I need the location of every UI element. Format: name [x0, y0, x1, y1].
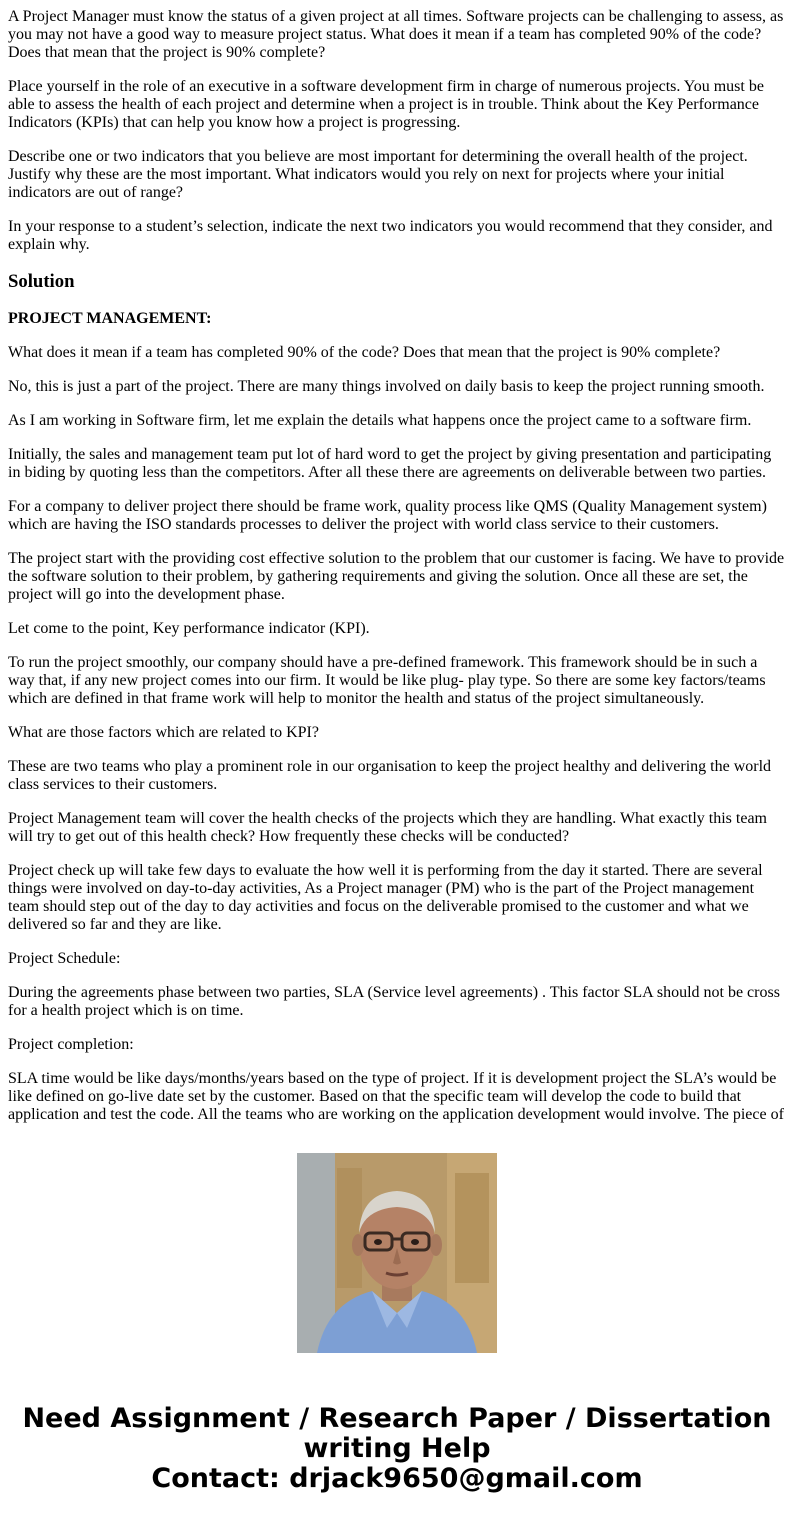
solution-paragraph: To run the project smoothly, our company should have a pre-defined framework. This framework should be in such a way that, if any new project comes into our firm. It would be like plug- play type. So there are some key factors/teams which are defined in that frame work will help to monitor the health and status of the project simultaneously.	[8, 654, 766, 707]
question-paragraph: Place yourself in the role of an executive in a software development firm in charge of numerous projects. You must be able to assess the health of each project and determine when a project is in trouble. Think about the Key Performance Indicators (KPIs) that can help you know how a project is progressing.	[8, 78, 764, 131]
question-paragraph: Describe one or two indicators that you believe are most important for determining the overall health of the project. Justify why these are the most important. What indicators would you rely on next for projects where your initial indicators are out of range?	[8, 148, 748, 201]
question-paragraph: A Project Manager must know the status of a given project at all times. Software projects can be challenging to assess, as you may not have a good way to measure project status. What does it mean if a team has completed 90% of the code? Does that mean that the project is 90% complete?	[8, 8, 784, 61]
article-body	[8, 0, 786, 1123]
solution-paragraph: Project Management team will cover the health checks of the projects which they are handling. What exactly this team will try to get out of this health check? How frequently these checks will be conducted?	[8, 810, 767, 845]
solution-paragraph: Let come to the point, Key performance indicator (KPI).	[8, 620, 370, 637]
solution-paragraph: Project completion:	[8, 1036, 134, 1053]
solution-paragraph: For a company to deliver project there should be frame work, quality process like QMS (Quality Management system) which are having the ISO standards processes to deliver the project with world class service to their customers.	[8, 498, 767, 533]
question-section	[8, 8, 786, 254]
promo-line-2: writing Help	[303, 1433, 491, 1464]
solution-paragraph: Project check up will take few days to evaluate the how well it is performing from the day it started. There are several things were involved on day-to-day activities, As a Project manager (PM) who is the part of the Project management team should step out of the day to day activities and focus on the deliverable promised to the customer and what we delivered so far and they are like.	[8, 862, 763, 933]
solution-paragraph: What does it mean if a team has completed 90% of the code? Does that mean that the project is 90% complete?	[8, 344, 721, 361]
promo-line-1: Need Assignment / Research Paper / Dissertation	[22, 1403, 772, 1434]
solution-paragraph: SLA time would be like days/months/years based on the type of project. If it is development project the SLA’s would be like defined on go-live date set by the customer. Based on that the specific team will develop the code to build that application and test the code. All the teams who are working on the application development would involve. The piece of	[8, 1070, 784, 1123]
question-paragraph: In your response to a student’s selection, indicate the next two indicators you would recommend that they consider, and explain why.	[8, 218, 773, 253]
solution-paragraph: The project start with the providing cost effective solution to the problem that our customer is facing. We have to provide the software solution to their problem, by gathering requirements and giving the solution. Once all these are set, the project will go into the development phase.	[8, 550, 785, 603]
author-avatar	[297, 1153, 497, 1353]
promo-contact: Contact: drjack9650@gmail.com	[151, 1463, 643, 1494]
solution-paragraph: Project Schedule:	[8, 950, 121, 967]
solution-subheading: PROJECT MANAGEMENT:	[8, 310, 212, 327]
author-portrait-image	[297, 1153, 497, 1353]
solution-paragraph: These are two teams who play a prominent role in our organisation to keep the project healthy and delivering the world class services to their customers.	[8, 758, 772, 793]
solution-paragraph: As I am working in Software firm, let me explain the details what happens once the project came to a software firm.	[8, 412, 752, 429]
solution-paragraph: Initially, the sales and management team put lot of hard word to get the project by giving presentation and participating in biding by quoting less than the competitors. After all these there are agreements on deliverable between two parties.	[8, 446, 772, 481]
solution-section	[8, 344, 786, 1124]
promo-banner	[0, 1404, 794, 1494]
solution-heading: Solution	[8, 271, 75, 292]
solution-paragraph: What are those factors which are related to KPI?	[8, 724, 319, 741]
solution-paragraph: No, this is just a part of the project. There are many things involved on daily basis to keep the project running smooth.	[8, 378, 765, 395]
solution-paragraph: During the agreements phase between two parties, SLA (Service level agreements) . This factor SLA should not be cross for a health project which is on time.	[8, 984, 780, 1019]
